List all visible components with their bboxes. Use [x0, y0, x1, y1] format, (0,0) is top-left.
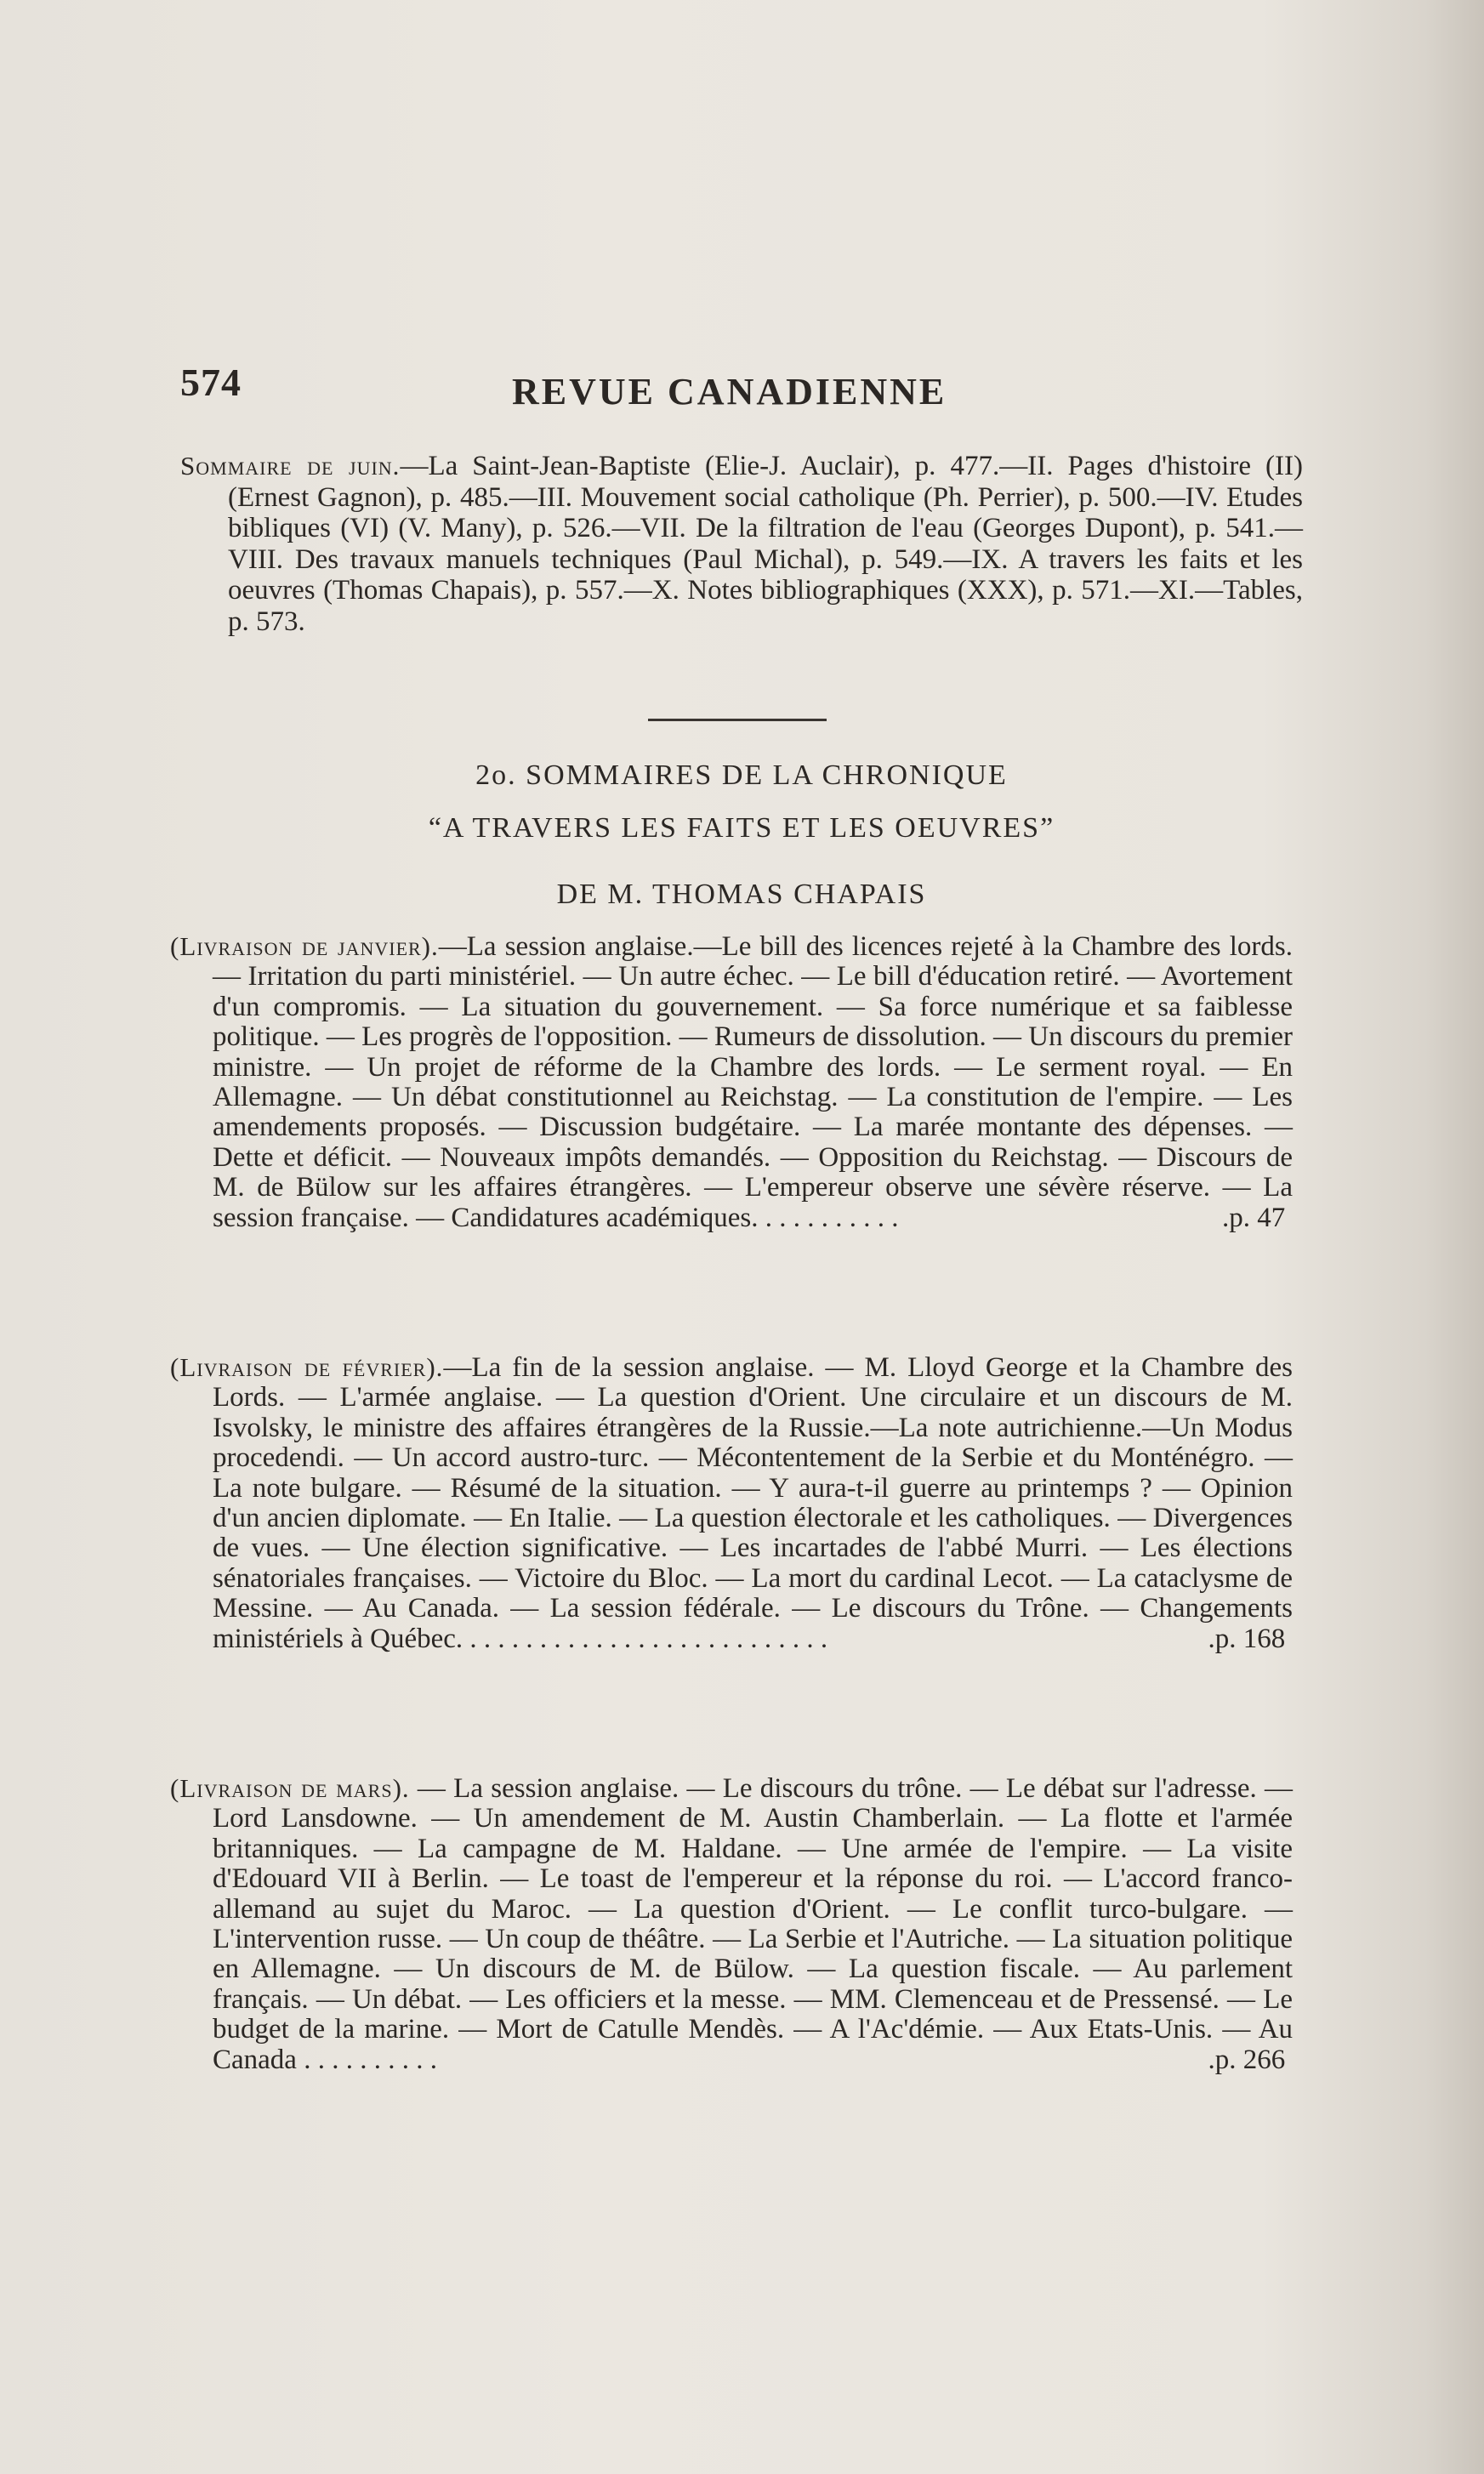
entry-page-ref: .p. 168 [1208, 1623, 1286, 1654]
entry-mars [162, 1773, 1293, 2075]
section-heading-line-1: 2o. SOMMAIRES DE LA CHRONIQUE [475, 759, 1008, 791]
entry-label: (Livraison de janvier). [170, 931, 439, 961]
entry-page-ref: .p. 266 [1208, 2044, 1286, 2075]
entry-text: —La fin de la session anglaise. — M. Lloyd George et la Chambre des Lords. — L'armée anglaise. — La question d'Orient. Une circulaire et un discours de M. Isvolsky, le ministre des affaires étrangères de la Russie.—La note autrichienne.—Un Modus procedendi. — Un accord austro-turc. — Mécontentement de la Serbie et du Monténégro. — La note bulgare. — Résumé de la situation. — Y aura-t-il guerre au printemps ? — Opinion d'un ancien diplomate. — En Italie. — La question électorale et les catholiques. — Divergences de vues. — Une élection significative. — Les incartades de l'abbé Murri. — Les élections sénatoriales françaises. — Victoire du Bloc. — La mort du cardinal Lecot. — La cataclysme de Messine. — Au Canada. — La session fédérale. — Le discours du Trône. — Changements ministériels à Québec. . . . . . . . . . . . . . . . . . . . . . . . . . . [213, 1352, 1293, 1654]
sommaire-juin-entry [180, 451, 1303, 638]
entry-fevrier [162, 1352, 1293, 1654]
page-number: 574 [180, 361, 242, 404]
section-heading-line-3: DE M. THOMAS CHAPAIS [556, 879, 927, 910]
list-item [162, 1773, 1293, 2075]
entry-text: —La session anglaise.—Le bill des licences rejeté à la Chambre des lords. — Irritation du parti ministériel. — Un autre échec. — Le bill d'éducation retiré. — Avortement d'un compromis. — La situation du gouvernement. — Sa force numérique et sa faiblesse politique. — Les progrès de l'opposition. — Rumeurs de dissolution. — Un discours du premier ministre. — Un projet de réforme de la Chambre des lords. — Le serment royal. — En Allemagne. — Un débat constitutionnel au Reichstag. — La constitution de l'empire. — Les amendements proposés. — Discussion budgétaire. — La marée montante des dépenses. — Dette et déficit. — Nouveaux impôts demandés. — Opposition du Reichstag. — Discours de M. de Bülow sur les affaires étrangères. — L'empereur observe une sévère réserve. — La session française. — Candidatures académiques. . . . . . . . . . . [213, 931, 1293, 1233]
sommaire-juin-label: Sommaire de juin. [180, 451, 401, 481]
list-item [162, 931, 1293, 1233]
entry-label: (Livraison de mars). [170, 1773, 410, 1803]
entry-janvier [162, 931, 1293, 1233]
list-item [162, 1352, 1293, 1654]
sommaire-juin-paragraph [180, 451, 1303, 638]
section-heading-line-2: “A TRAVERS LES FAITS ET LES OEUVRES” [428, 812, 1055, 844]
entry-label: (Livraison de février). [170, 1352, 444, 1382]
page-header [180, 353, 1354, 421]
entry-text: — La session anglaise. — Le discours du trône. — Le débat sur l'adresse. — Lord Lansdowne. — Un amendement de M. Austin Chamberlain. — La flotte et l'armée britanniques. — La campagne de M. Haldane. — Une armée de l'empire. — La visite d'Edouard VII à Berlin. — Le toast de l'empereur et la réponse du roi. — L'accord franco-allemand au sujet du Maroc. — La question d'Orient. — Le conflit turco-bulgare. — L'intervention russe. — Un coup de théâtre. — La Serbie et l'Autriche. — La situation politique en Allemagne. — Un discours de M. de Bülow. — La question fiscale. — Au parlement français. — Un débat. — Les officiers et la messe. — MM. Clemenceau et de Pressensé. — Le budget de la marine. — Mort de Catulle Mendès. — A l'Ac'démie. — Aux Etats-Unis. — Au Canada . . . . . . . . . . [213, 1773, 1293, 2075]
section-divider [648, 719, 827, 721]
sommaire-juin-text: —La Saint-Jean-Baptiste (Elie-J. Auclair), p. 477.—II. Pages d'histoire (II) (Ernest Gagnon), p. 485.—III. Mouvement social catholique (Ph. Perrier), p. 500.—IV. Etudes bibliques (VI) (V. Many), p. 526.—VII. De la filtration de l'eau (Georges Dupont), p. 541.—VIII. Des travaux manuels techniques (Paul Michal), p. 549.—IX. A travers les faits et les oeuvres (Thomas Chapais), p. 557.—X. Notes bibliographiques (XXX), p. 571.—XI.—Tables, p. 573. [228, 451, 1303, 637]
entry-page-ref: .p. 47 [1222, 1202, 1286, 1233]
running-head: REVUE CANADIENNE [512, 371, 947, 412]
